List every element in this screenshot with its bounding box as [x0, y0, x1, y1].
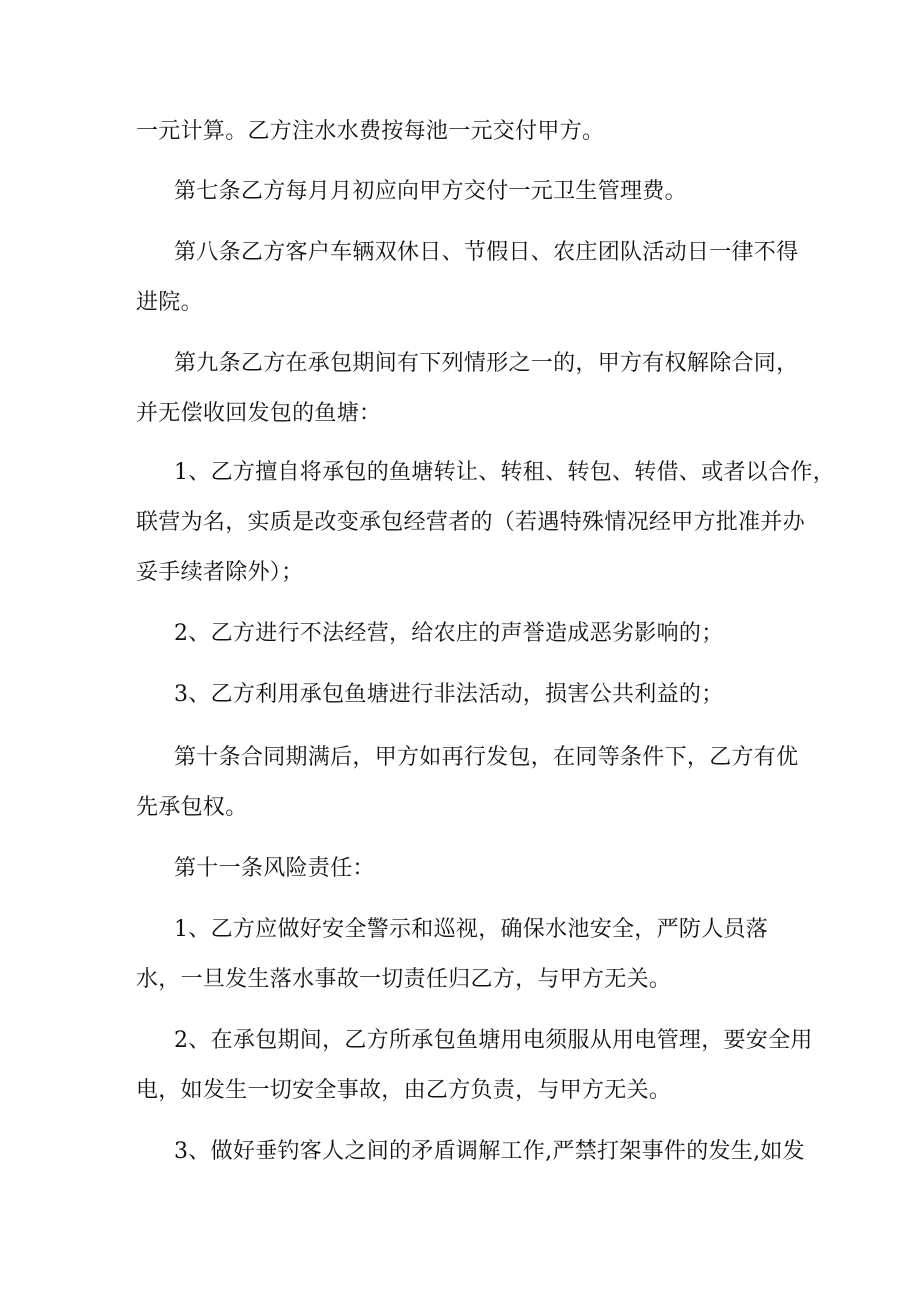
- text-line: 并无偿收回发包的鱼塘：: [136, 401, 382, 426]
- text-line: 2、乙方进行不法经营，给农庄的声誉造成恶劣影响的；: [174, 621, 724, 646]
- text-line: 2、在承包期间，乙方所承包鱼塘用电须服从用电管理，要安全用: [174, 1028, 813, 1053]
- text-line: 第九条乙方在承包期间有下列情形之一的，甲方有权解除合同，: [174, 351, 799, 376]
- text-line: 先承包权。: [136, 795, 248, 820]
- text-line: 一元计算。乙方注水水费按每池一元交付甲方。: [136, 119, 605, 144]
- text-line: 第八条乙方客户车辆双休日、节假日、农庄团队活动日一律不得: [174, 240, 799, 265]
- text-line: 3、乙方利用承包鱼塘进行非法活动，损害公共利益的；: [174, 682, 724, 707]
- text-line: 第七条乙方每月月初应向甲方交付一元卫生管理费。: [174, 179, 687, 204]
- text-line: 进院。: [136, 290, 203, 315]
- text-line: 联营为名，实质是改变承包经营者的（若遇特殊情况经甲方批准并办: [136, 510, 806, 535]
- text-line: 电，如发生一切安全事故，由乙方负责，与甲方无关。: [136, 1078, 672, 1103]
- text-line: 第十条合同期满后，甲方如再行发包，在同等条件下，乙方有优: [174, 745, 799, 770]
- text-line: 1、乙方应做好安全警示和巡视，确保水池安全，严防人员落: [174, 917, 769, 942]
- text-line: 3、做好垂钓客人之间的矛盾调解工作,严禁打架事件的发生,如发: [174, 1139, 805, 1164]
- text-line: 第十一条风险责任：: [174, 856, 375, 881]
- text-line: 水，一旦发生落水事故一切责任归乙方，与甲方无关。: [136, 967, 672, 992]
- text-line: 妥手续者除外）；: [136, 560, 304, 585]
- text-line: 1、乙方擅自将承包的鱼塘转让、转租、转包、转借、或者以合作，: [174, 460, 835, 485]
